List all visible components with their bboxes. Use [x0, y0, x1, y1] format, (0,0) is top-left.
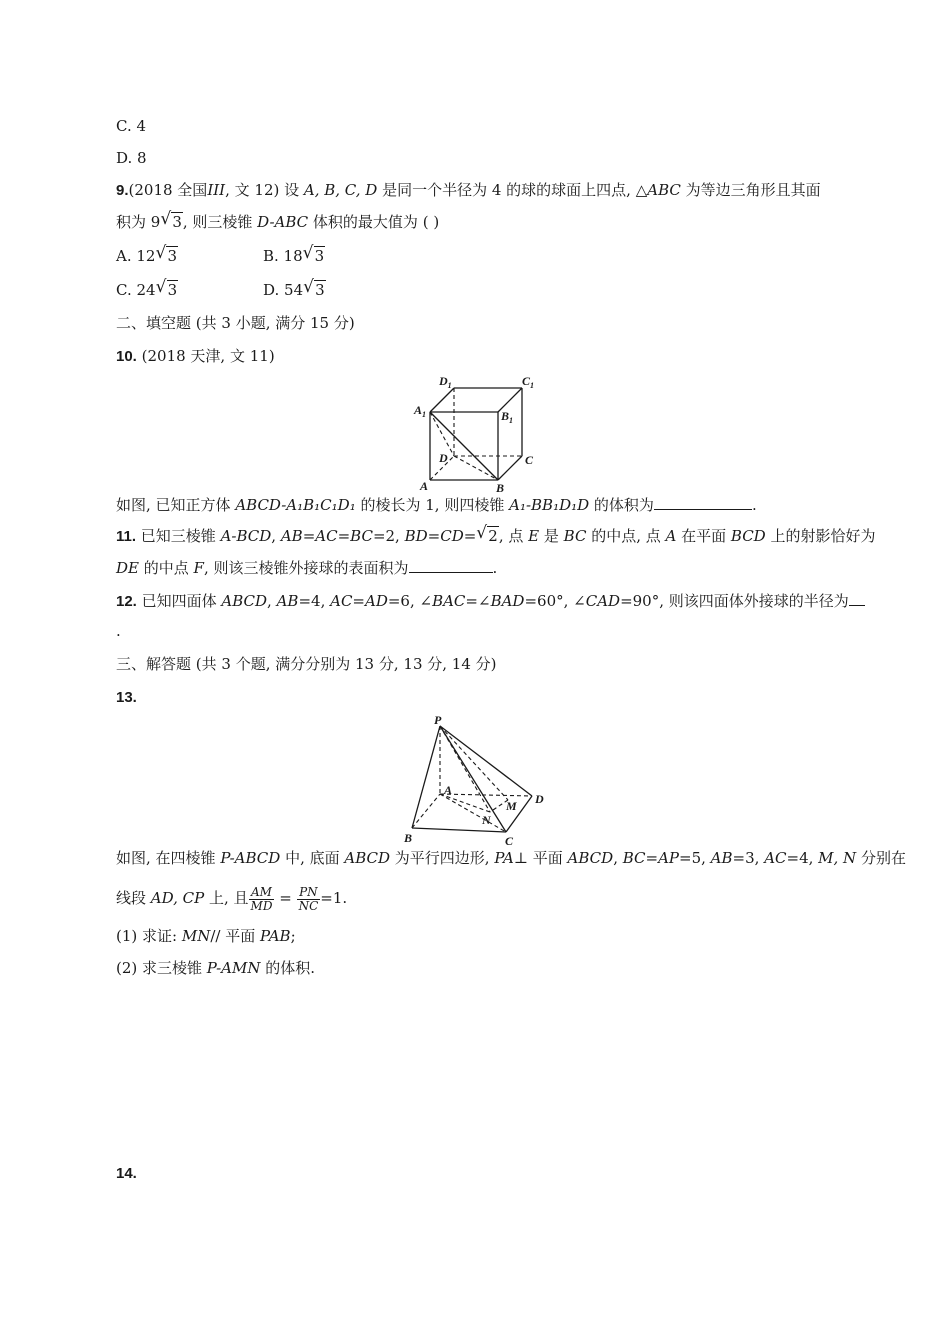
fraction-pn-nc: $\frac{PN}{NC}$ — [298, 884, 319, 913]
q14-number: 14. — [116, 1165, 137, 1182]
label-b: B — [404, 831, 413, 845]
q10-pyramid: A₁-BB₁D₁D — [509, 496, 590, 514]
section-heading-fill-blank: 二、填空题 (共 3 小题, 满分 15 分) — [116, 314, 355, 332]
label-c1: $C_1$ — [522, 374, 535, 390]
q9-line2 — [116, 209, 440, 232]
sqrt-symbol: √ 3 — [155, 277, 178, 299]
answer-blank[interactable] — [849, 591, 865, 606]
fraction-am-md: $\frac{AM}{MD}$ — [250, 884, 273, 913]
q9-number: 9. — [116, 182, 129, 199]
sqrt-symbol: √ 3 — [160, 209, 182, 231]
q10-text: 如图, 已知正方体 ABCD-A₁B₁C₁D₁ 的棱长为 1, 则四棱锥 A₁-BB₁D₁D 的体积为 . — [116, 496, 757, 514]
q12-line2: . — [116, 622, 121, 640]
label-a: A — [420, 479, 429, 493]
q10-cube: ABCD-A₁B₁C₁D₁ — [235, 496, 356, 514]
q11-number: 11. — [116, 528, 137, 545]
q13-part2: (2) 求三棱锥 P-AMN 的体积. — [116, 959, 316, 977]
q12-number: 12. — [116, 593, 137, 610]
q9-text: , 文 12) 设 — [225, 181, 304, 199]
q13-line1: 如图, 在四棱锥 P-ABCD 中, 底面 ABCD 为平行四边形, PA⊥ 平面 ABCD, BC=AP=5, AB=3, AC=4, M, N 分别在 — [116, 849, 906, 867]
q11-line2: DE 的中点 F, 则该三棱锥外接球的表面积为 . — [116, 559, 498, 577]
cube-figure — [410, 372, 550, 494]
q8-option-d: D. 8 — [116, 149, 147, 167]
q9-option-b: B. 18 √ 3 — [263, 243, 325, 265]
q9-text: 体积的最大值为 ( ) — [308, 213, 440, 231]
q9-option-c: C. 24 √ 3 — [116, 277, 178, 299]
answer-blank[interactable] — [654, 495, 752, 510]
q9-triangle: ABC — [647, 181, 681, 199]
label-m: M — [506, 799, 517, 813]
q14-header — [116, 1163, 137, 1184]
q10-number: 10. — [116, 348, 137, 365]
label-a: A — [444, 783, 453, 797]
q13-header — [116, 687, 137, 708]
q9-text: 为等边三角形且其面 — [680, 181, 821, 199]
q11-line1: 11. 已知三棱锥 A-BCD, AB=AC=BC=2, BD=CD= √ 2, 点 E 是 BC 的中点, 点 A 在平面 BCD 上的射影恰好为 — [116, 523, 876, 545]
q9-text: , 则三棱锥 — [182, 213, 258, 231]
sqrt-symbol: √ 2 — [476, 523, 498, 545]
label-p: P — [434, 713, 442, 727]
q9-text: 是同一个半径为 4 的球的球面上四点, △ — [377, 181, 648, 199]
q9-option-d: D. 54 √ 3 — [263, 277, 325, 299]
q8-option-c: C. 4 — [116, 117, 147, 135]
q13-part1: (1) 求证: MN// 平面 PAB; — [116, 927, 296, 945]
sqrt-symbol: √ 3 — [303, 277, 325, 299]
sqrt-symbol: √ 3 — [302, 243, 325, 265]
label-n: N — [482, 813, 491, 827]
label-b1: $B_1$ — [501, 409, 514, 425]
answer-blank[interactable] — [409, 558, 493, 573]
q9-region: III — [207, 181, 226, 199]
q9-line1 — [116, 180, 821, 201]
label-d: D — [439, 451, 448, 465]
q9-points: A, B, C, D — [303, 181, 378, 199]
label-a1: $A_1$ — [414, 403, 427, 419]
label-d: D — [535, 792, 544, 806]
q12-line1: 12. 已知四面体 ABCD, AB=4, AC=AD=6, ∠BAC=∠BAD=60°, ∠CAD=90°, 则该四面体外接球的半径为 — [116, 591, 865, 612]
section-heading-solutions: 三、解答题 (共 3 个题, 满分分别为 13 分, 13 分, 14 分) — [116, 655, 497, 673]
label-b: B — [496, 481, 505, 494]
label-c: C — [525, 453, 534, 467]
sqrt-symbol: √ 3 — [155, 243, 178, 265]
q10-header — [116, 346, 275, 367]
q13-line2: 线段 AD, CP 上, 且 $\frac{AM}{MD}$ = $\frac{PN}{NC}$ =1. — [116, 884, 348, 913]
label-d1: $D_1$ — [439, 374, 452, 390]
q10-source: (2018 天津, 文 11) — [136, 347, 275, 365]
q9-text: 积为 9 — [116, 213, 161, 231]
q9-pyramid: D-ABC — [257, 213, 309, 231]
q9-option-a: A. 12 √ 3 — [116, 243, 178, 265]
pyramid-figure — [398, 712, 558, 846]
q9-source: (2018 全国 — [128, 181, 208, 199]
label-c: C — [505, 834, 514, 846]
q13-number: 13. — [116, 689, 137, 706]
